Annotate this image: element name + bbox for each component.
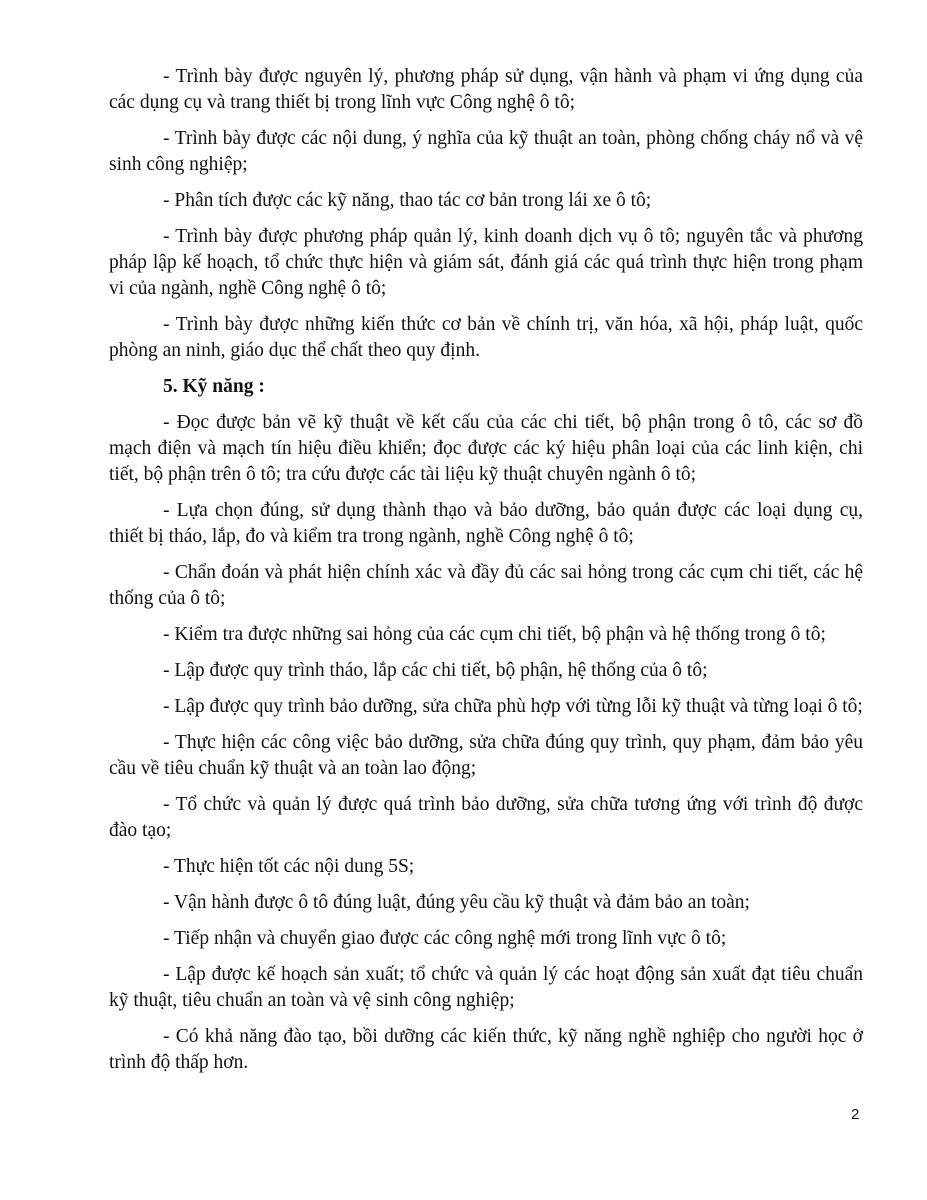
knowledge-item: - Trình bày được phương pháp quản lý, kinh doanh dịch vụ ô tô; nguyên tắc và phương pháp lập kế hoạch, tổ chức thực hiện và giám sát, đánh giá các quá trình thực hiện trong phạm vi của ngành, nghề Công nghệ ô tô; (109, 226, 863, 299)
section-heading-skills: 5. Kỹ năng : (163, 376, 265, 397)
skill-item: - Lập được quy trình bảo dưỡng, sửa chữa phù hợp với từng lỗi kỹ thuật và từng loại ô tô; (163, 696, 863, 717)
skill-item: - Thực hiện tốt các nội dung 5S; (163, 856, 415, 877)
page-body (109, 64, 863, 1086)
skill-item: - Tiếp nhận và chuyển giao được các công nghệ mới trong lĩnh vực ô tô; (163, 928, 727, 949)
skill-item: - Thực hiện các công việc bảo dưỡng, sửa chữa đúng quy trình, quy phạm, đảm bảo yêu cầu về tiêu chuẩn kỹ thuật và an toàn lao động; (109, 732, 863, 779)
skill-item: - Đọc được bản vẽ kỹ thuật về kết cấu của các chi tiết, bộ phận trong ô tô, các sơ đồ mạch điện và mạch tín hiệu điều khiển; đọc được các ký hiệu phân loại của các linh kiện, chi tiết, bộ phận trên ô tô; tra cứu được các tài liệu kỹ thuật chuyên ngành ô tô; (109, 412, 863, 485)
skill-item: - Chẩn đoán và phát hiện chính xác và đầy đủ các sai hỏng trong các cụm chi tiết, các hệ thống của ô tô; (109, 562, 863, 609)
skill-item: - Lập được kế hoạch sản xuất; tổ chức và quản lý các hoạt động sản xuất đạt tiêu chuẩn kỹ thuật, tiêu chuẩn an toàn và vệ sinh công nghiệp; (109, 964, 863, 1011)
skill-item: - Có khả năng đào tạo, bồi dưỡng các kiến thức, kỹ năng nghề nghiệp cho người học ở trình độ thấp hơn. (109, 1026, 863, 1073)
knowledge-item: - Trình bày được các nội dung, ý nghĩa của kỹ thuật an toàn, phòng chống cháy nổ và vệ sinh công nghiệp; (109, 128, 863, 175)
page-number: 2 (851, 1106, 860, 1123)
skill-item: - Lập được quy trình tháo, lắp các chi tiết, bộ phận, hệ thống của ô tô; (163, 660, 708, 681)
knowledge-item: - Trình bày được nguyên lý, phương pháp sử dụng, vận hành và phạm vi ứng dụng của các dụng cụ và trang thiết bị trong lĩnh vực Công nghệ ô tô; (109, 66, 863, 113)
skill-item: - Kiểm tra được những sai hỏng của các cụm chi tiết, bộ phận và hệ thống trong ô tô; (163, 624, 826, 645)
knowledge-item: - Trình bày được những kiến thức cơ bản về chính trị, văn hóa, xã hội, pháp luật, quốc phòng an ninh, giáo dục thể chất theo quy định. (109, 314, 863, 361)
knowledge-item: - Phân tích được các kỹ năng, thao tác cơ bản trong lái xe ô tô; (163, 190, 652, 211)
skill-item: - Lựa chọn đúng, sử dụng thành thạo và bảo dưỡng, bảo quản được các loại dụng cụ, thiết bị tháo, lắp, đo và kiểm tra trong ngành, nghề Công nghệ ô tô; (109, 500, 863, 547)
skill-item: - Tổ chức và quản lý được quá trình bảo dưỡng, sửa chữa tương ứng với trình độ được đào tạo; (109, 794, 863, 841)
skill-item: - Vận hành được ô tô đúng luật, đúng yêu cầu kỹ thuật và đảm bảo an toàn; (163, 892, 750, 913)
